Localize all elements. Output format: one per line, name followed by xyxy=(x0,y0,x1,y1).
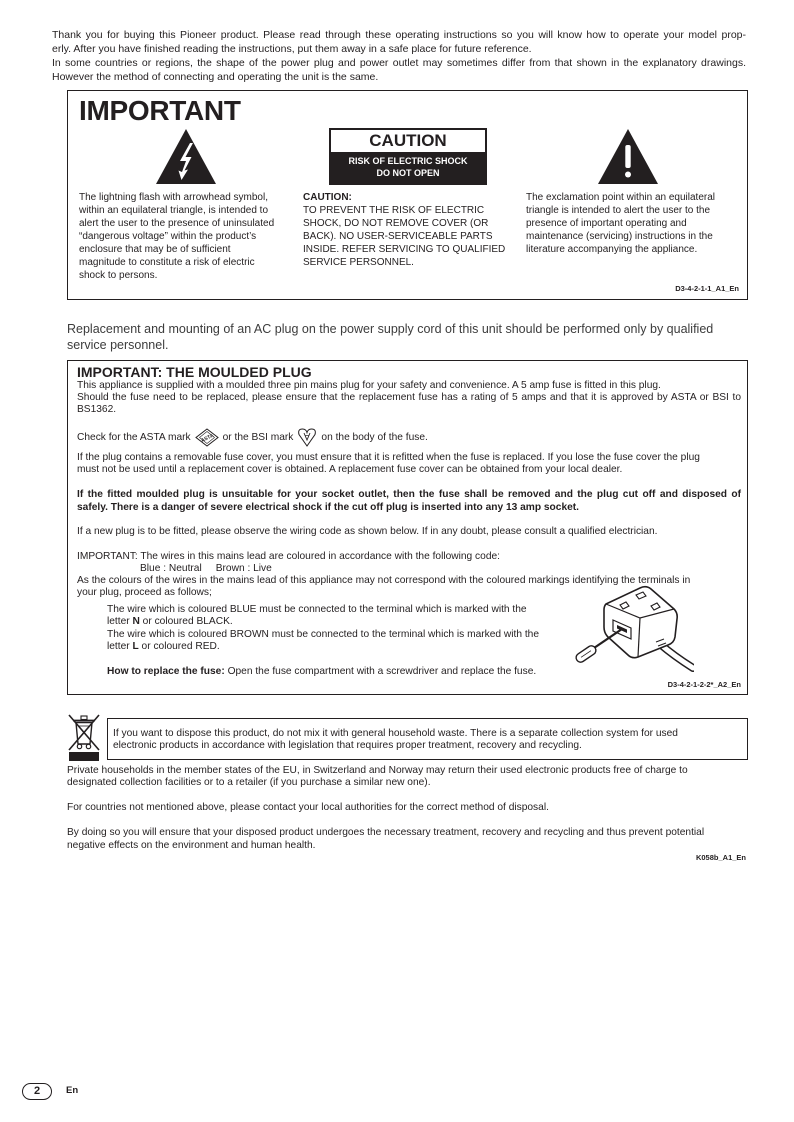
caution-label-band xyxy=(331,152,485,183)
caution-label-line: RISK OF ELECTRIC SHOCK xyxy=(348,156,468,166)
warning-line: safely. There is a danger of severe electrical shock if the cut off plug is inserted into any 13 amp socket. xyxy=(77,502,579,513)
exclamation-explanation xyxy=(526,191,715,256)
fuse-replace-label: How to replace the fuse: xyxy=(107,666,225,677)
text-line: If you want to dispose this product, do not mix it with general household waste. There is a separate collection system for used xyxy=(113,728,678,739)
caution-heading: CAUTION: xyxy=(303,192,352,203)
reference-code: D3-4-2-1-1_A1_En xyxy=(675,284,739,293)
ac-plug-notice xyxy=(67,321,713,353)
text-line: alert the user to the presence of uninsulated xyxy=(79,218,275,229)
text-line xyxy=(107,666,536,678)
asta-seal-text: ASTA xyxy=(199,432,215,444)
check-text: Check for the ASTA mark xyxy=(77,432,191,444)
terminal-letter: N xyxy=(132,616,140,628)
caution-label-line: DO NOT OPEN xyxy=(376,168,440,178)
text-line: shock to persons. xyxy=(79,270,158,281)
intro-line: In some countries or regions, the shape of the power plug and power outlet may sometimes differ from that shown in the explanatory drawings. xyxy=(52,57,746,69)
text-line: maintenance (servicing) instructions in the xyxy=(526,231,713,242)
exclamation-triangle-icon xyxy=(597,128,659,186)
notice-line: Replacement and mounting of an AC plug on the power supply cord of this unit should be performed only by qualified xyxy=(67,322,714,336)
lightning-flash-triangle-icon xyxy=(155,128,217,186)
asta-mark-icon xyxy=(195,428,219,447)
text-fragment: letter xyxy=(107,640,133,652)
text-line: literature accompanying the appliance. xyxy=(526,244,698,255)
text-line: triangle is intended to alert the user to the xyxy=(526,205,711,216)
wire-colour-code xyxy=(77,563,741,575)
text-line: TO PREVENT THE RISK OF ELECTRIC xyxy=(303,205,485,216)
text-line: BACK). NO USER-SERVICEABLE PARTS xyxy=(303,231,493,242)
fuse-paragraph xyxy=(77,380,741,416)
important-safety-box xyxy=(67,90,748,300)
text-line xyxy=(107,641,539,653)
language-label: En xyxy=(66,1085,79,1096)
disposal-paragraph xyxy=(67,765,688,789)
text-line: This appliance is supplied with a moulded three pin mains plug for your safety and convenience. A 5 amp fuse is fitted in this plug. xyxy=(77,380,661,391)
uk-plug-with-screwdriver-icon xyxy=(572,582,694,676)
fuse-replace-text: Open the fuse compartment with a screwdriver and replace the fuse. xyxy=(224,666,537,677)
text-line: enclosure that may be of sufficient xyxy=(79,244,231,255)
text-line: negative effects on the environment and human health. xyxy=(67,840,316,851)
check-text: on the body of the fuse. xyxy=(321,432,428,444)
text-line: The lightning flash with arrowhead symbol, xyxy=(79,192,268,203)
text-line: within an equilateral triangle, is intended to xyxy=(79,205,269,216)
text-line: SERVICE PERSONNEL. xyxy=(303,257,414,268)
caution-explanation xyxy=(303,191,505,269)
notice-line: service personnel. xyxy=(67,338,169,352)
text-line: The wire which is coloured BROWN must be connected to the terminal which is marked with the xyxy=(107,628,540,640)
text-line xyxy=(107,616,539,628)
check-line xyxy=(77,428,741,447)
text-fragment: or coloured RED. xyxy=(138,640,220,652)
intro-line: However the method of connecting and operating the unit is the same. xyxy=(52,71,379,83)
text-line: “dangerous voltage” within the product’s xyxy=(79,231,257,242)
reference-code: D3-4-2-1-2-2*_A2_En xyxy=(667,680,741,689)
text-line: As the colours of the wires in the mains lead of this appliance may not correspond with the coloured markings identifying the terminals in xyxy=(77,575,691,586)
caution-label xyxy=(329,128,487,185)
wire-connection-instructions xyxy=(107,604,539,653)
intro-line: erly. After you have finished reading the instructions, put them away in a safe place for future reference. xyxy=(52,43,532,55)
text-line: BS1362. xyxy=(77,404,117,415)
text-line: magnitude to constitute a risk of electric xyxy=(79,257,255,268)
blue-wire-code: Blue : Neutral xyxy=(140,563,202,574)
text-line: designated collection facilities or to a retailer (if you purchase a similar new one). xyxy=(67,777,431,788)
text-line: For countries not mentioned above, please contact your local authorities for the correct method of disposal. xyxy=(67,802,549,813)
text-fragment: letter xyxy=(107,616,133,628)
important-title: IMPORTANT xyxy=(79,95,241,126)
disposal-paragraph xyxy=(67,802,549,814)
text-line: The exclamation point within an equilateral xyxy=(526,192,715,203)
terminal-letter: L xyxy=(132,640,139,652)
text-fragment: or coloured BLACK. xyxy=(139,616,233,628)
text-line: INSIDE. REFER SERVICING TO QUALIFIED xyxy=(303,244,506,255)
text-line: presence of important operating and xyxy=(526,218,687,229)
text-line: IMPORTANT: The wires in this mains lead are coloured in accordance with the following code: xyxy=(77,551,500,562)
reference-code: K058b_A1_En xyxy=(695,853,746,862)
crossed-out-wheelie-bin-icon xyxy=(66,712,102,762)
moulded-plug-title: IMPORTANT: THE MOULDED PLUG xyxy=(77,364,312,380)
bsi-kitemark-icon xyxy=(297,428,317,447)
lightning-explanation xyxy=(79,191,274,282)
brown-wire-code: Brown : Live xyxy=(215,563,272,574)
disposal-box-text xyxy=(113,728,678,752)
check-text: or the BSI mark xyxy=(222,432,294,444)
new-plug-paragraph xyxy=(77,526,741,538)
intro-paragraph xyxy=(52,28,746,84)
fuse-replace-instruction xyxy=(107,666,536,678)
text-line: must not be used until a replacement cover is obtained. A replacement fuse cover can be obtained from your local dealer. xyxy=(77,464,623,475)
text-line: The wire which is coloured BLUE must be connected to the terminal which is marked with the xyxy=(107,604,527,615)
text-line: your plug, proceed as follows; xyxy=(77,587,212,598)
text-line: electronic products in accordance with legislation that requires proper treatment, recovery and recycling. xyxy=(113,740,582,751)
text-line: If a new plug is to be fitted, please observe the wiring code as shown below. If in any doubt, please consult a qualified electrician. xyxy=(77,526,658,537)
shock-warning xyxy=(77,488,741,514)
text-line: Private households in the member states of the EU, in Switzerland and Norway may return their used electronic products free of charge to xyxy=(67,765,688,776)
text-line: By doing so you will ensure that your disposed product undergoes the necessary treatment, recovery and recycling and thus prevent potential xyxy=(67,827,705,838)
warning-line: If the fitted moulded plug is unsuitable for your socket outlet, then the fuse shall be removed and the plug cut off and disposed of xyxy=(77,489,741,500)
page-number: 2 xyxy=(22,1083,52,1100)
moulded-plug-box xyxy=(67,360,748,695)
disposal-box xyxy=(107,718,748,760)
text-line: Should the fuse need to be replaced, please ensure that the replacement fuse has a rating of 5 amps and that it is approved by ASTA or BSI to xyxy=(77,392,741,403)
fuse-cover-paragraph xyxy=(77,452,741,476)
disposal-paragraph xyxy=(67,826,704,852)
caution-label-title: CAUTION xyxy=(369,131,447,150)
fuse-mark-check xyxy=(77,428,741,447)
intro-line: Thank you for buying this Pioneer product. Please read through these operating instructions so you will know how to operate your model prop- xyxy=(52,29,746,41)
text-line: SHOCK, DO NOT REMOVE COVER (OR xyxy=(303,218,489,229)
text-line: If the plug contains a removable fuse cover, you must ensure that it is refitted when the fuse is replaced. If you lose the fuse cover the plug xyxy=(77,452,700,463)
